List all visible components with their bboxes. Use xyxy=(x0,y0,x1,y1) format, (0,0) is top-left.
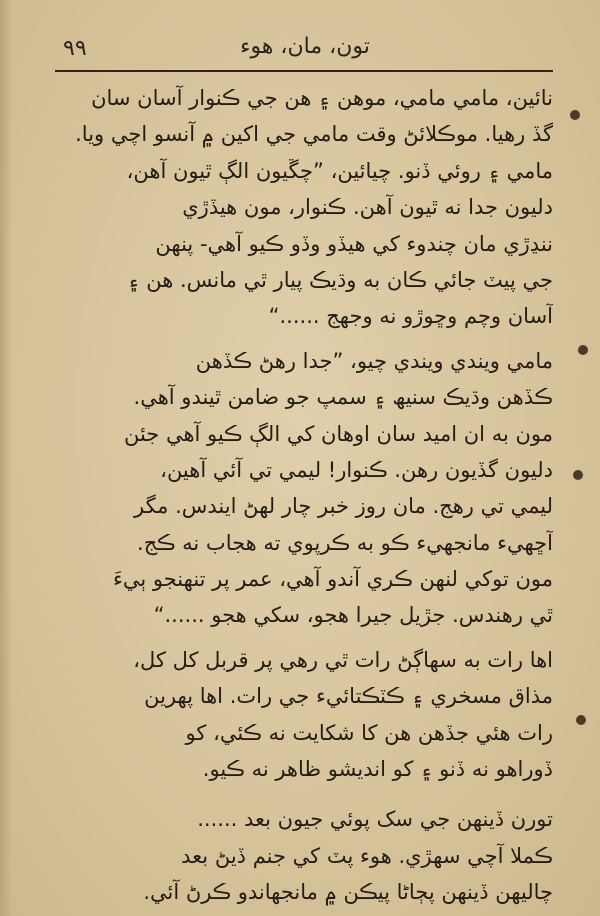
paragraph-2 xyxy=(55,343,553,634)
paragraph-1 xyxy=(55,80,553,335)
text-line: نائين، مامي مامي، موھن ۽ ھن جي ڪنوار آسان سان xyxy=(91,86,553,110)
body-text xyxy=(55,80,553,916)
text-line: مون توکي لنھن ڪري آندو آھي، عمر پر تنھنجو ٻيءَ xyxy=(113,567,553,592)
page-header xyxy=(55,32,555,68)
text-line: جي پيٽ جائي ڪان به وڌيڪ پيار ٿي مانس. ھن ۽ xyxy=(127,267,553,292)
text-line: ڏوراھو نه ڏنو ۽ کو انديشو ظاھر نه ڪيو. xyxy=(202,757,553,782)
text-line: ڪڏھن وڌيڪ سنيھ ۽ سمپ جو ضامن ٿيندو آھي. xyxy=(133,385,553,410)
page-edge-shadow xyxy=(0,0,12,916)
paragraph-3 xyxy=(55,642,553,788)
text-line: تورن ڏينھن جي سک پوئي جيون بعد ...... xyxy=(197,807,553,832)
text-line: ننڍڙي مان چندوء کي ھيڏو وڏو ڪيو آھي- پنھن xyxy=(155,231,553,256)
text-line: ٿي رھندس. جڙيل جيرا ھجو، سکي ھجو ......“ xyxy=(153,603,553,628)
text-line: مذاق مسخري ۽ ڪٽڪتائيء جي رات. اھا پھرين xyxy=(144,684,553,709)
header-rule xyxy=(55,70,553,72)
paragraph-4 xyxy=(55,801,553,910)
text-line: مامي ۽ روئي ڏنو. چيائين، ”چڱيون الڳ ٿيون آھن، xyxy=(126,158,553,183)
text-line: رات ھئي جڏھن ھن کا شکايت نه ڪئي، کو xyxy=(185,720,553,745)
text-line: اھا رات به سهاڳڻ رات ٿي رھي پر قربل کل کل، xyxy=(133,647,553,672)
binding-hole xyxy=(570,110,580,120)
binding-hole xyxy=(578,345,588,355)
page-number: ٩٩ xyxy=(63,36,87,61)
binding-hole xyxy=(573,470,583,480)
text-line: دليون گڏيون رھن. ڪنوار! ليمي تي آئي آھين، xyxy=(160,457,553,482)
binding-hole xyxy=(576,715,586,725)
text-line: ڪملا آچي سهڙي. ھوء پٽ کي جنم ڏيڻ بعد xyxy=(181,843,553,868)
text-line: آڇھيء مانجھيء ڪو به ڪرپوي ته ھجاب نه ڪج. xyxy=(137,530,553,555)
text-line: گڏ رھيا. موڪلائڻ وقت مامي جي اکين ۾ آنسو اچي ويا. xyxy=(75,122,553,147)
text-line: دليون جدا نه ٿيون آھن. ڪنوار، مون ھيڏڙي xyxy=(182,195,553,220)
text-line: مامي ويندي ويندي چيو، ”جدا رھڻ ڪڏھن xyxy=(195,348,553,373)
text-line: آسان وچم وڇوڙو نه وجهج ......“ xyxy=(268,304,553,329)
text-line: چاليھن ڏينھن پڄاڻا پيڪن ۾ مانجھاندو ڪرڻ آئي. xyxy=(143,880,553,905)
running-title: تون، مان، ھوء xyxy=(240,34,370,59)
text-line: ليمي تي رھج. مان روز خبر چار لھڻ ايندس. مگر xyxy=(133,494,553,519)
text-line: مون به ان اميد سان اوھان کي الڳ ڪيو آھي جئن xyxy=(123,421,553,446)
